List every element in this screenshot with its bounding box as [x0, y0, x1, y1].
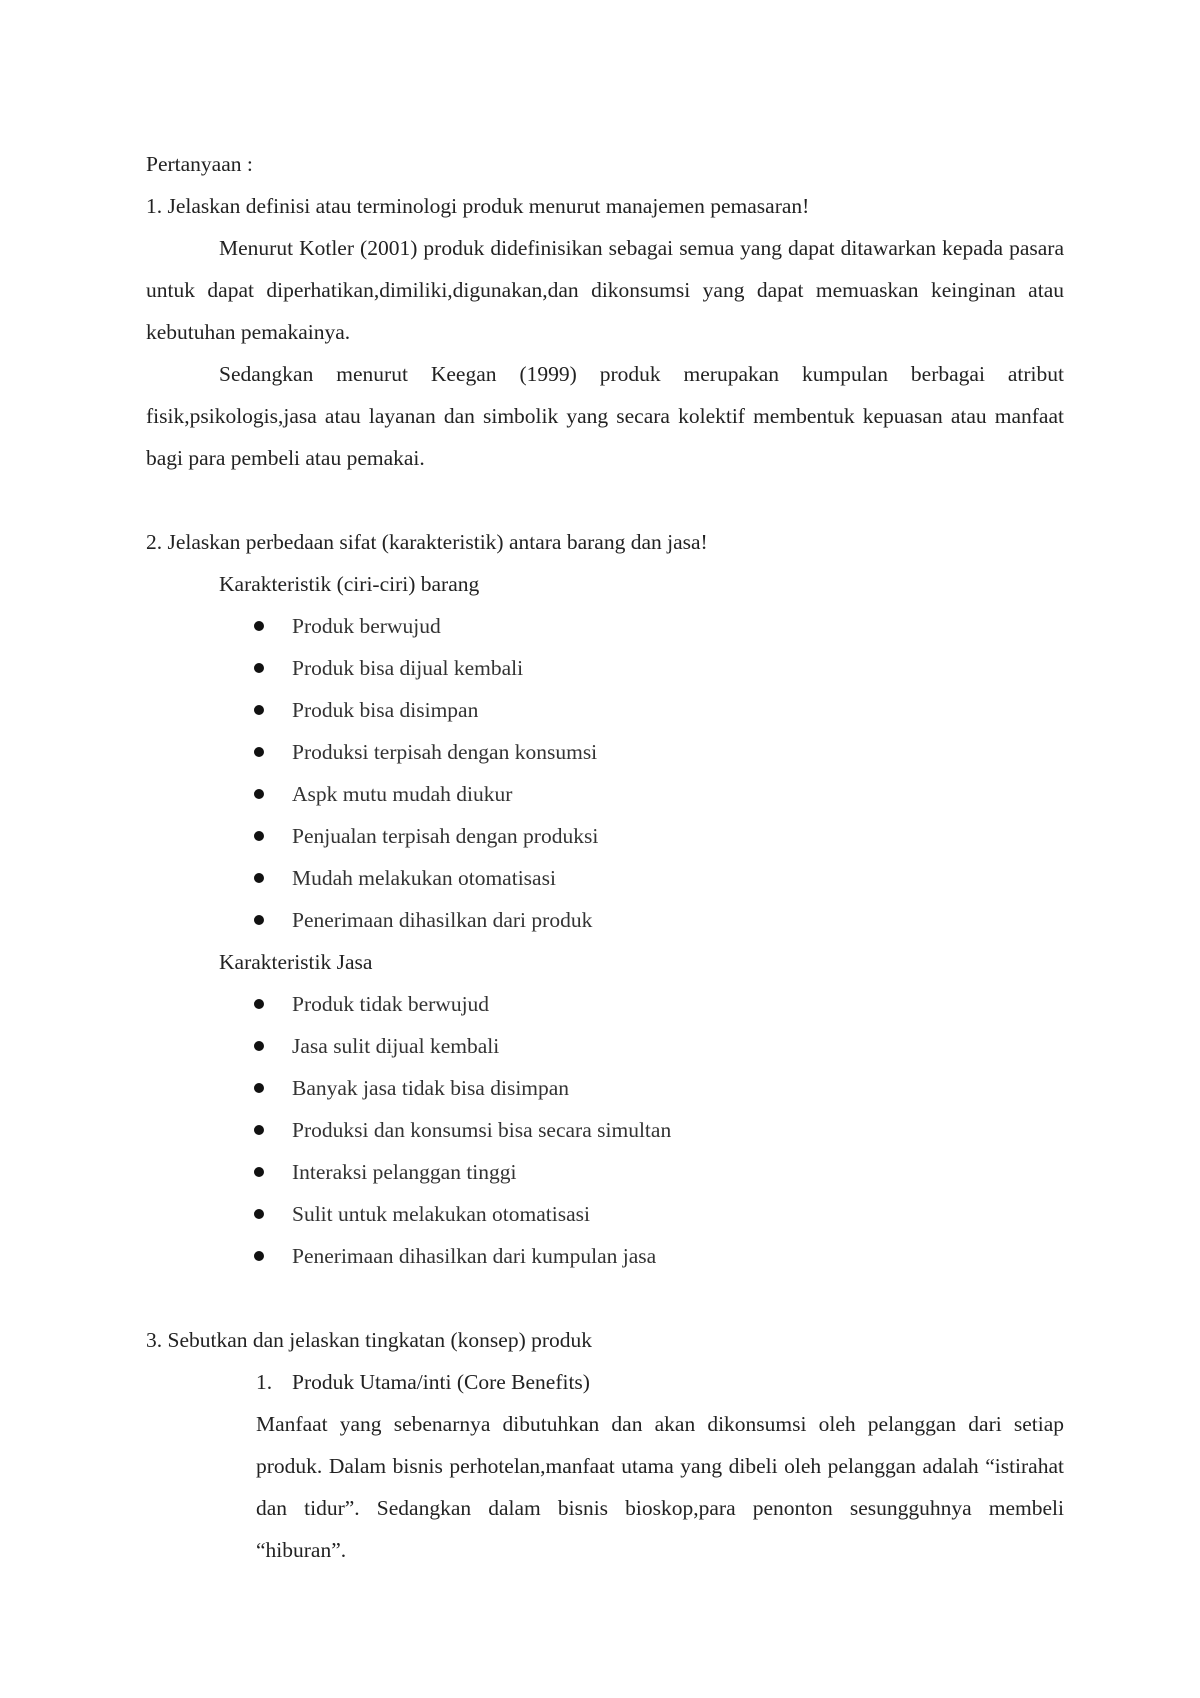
list-item: Produksi dan konsumsi bisa secara simultan: [292, 1109, 1064, 1151]
question-2: 2. Jelaskan perbedaan sifat (karakteristik) antara barang dan jasa!: [146, 530, 708, 554]
list-item: Mudah melakukan otomatisasi: [292, 857, 1064, 899]
list-item: Interaksi pelanggan tinggi: [292, 1151, 1064, 1193]
item-number: 1.: [256, 1370, 273, 1394]
jasa-list: [146, 983, 1064, 1277]
list-item: Produk berwujud: [292, 605, 1064, 647]
item-title: Produk Utama/inti (Core Benefits): [292, 1370, 590, 1394]
list-item: Aspk mutu mudah diukur: [292, 773, 1064, 815]
bullet-icon: [254, 1167, 264, 1177]
bullet-icon: [254, 1125, 264, 1135]
bullet-icon: [254, 663, 264, 673]
list-item: Produk bisa dijual kembali: [292, 647, 1064, 689]
spacer: [146, 479, 1064, 521]
question-3: 3. Sebutkan dan jelaskan tingkatan (konsep) produk: [146, 1328, 593, 1352]
spacer: [146, 1277, 1064, 1319]
bullet-icon: [254, 873, 264, 883]
list-item: Produk tidak berwujud: [292, 983, 1064, 1025]
bullet-icon: [254, 621, 264, 631]
list-item: Penerimaan dihasilkan dari kumpulan jasa: [292, 1235, 1064, 1277]
q1-paragraph-2: Sedangkan menurut Keegan (1999) produk merupakan kumpulan berbagai atribut fisik,psikologis,jasa atau layanan dan simbolik yang secara kolektif membentuk kepuasan atau manfaat bagi para pembeli atau pemakai.: [146, 362, 1064, 470]
list-item: Banyak jasa tidak bisa disimpan: [292, 1067, 1064, 1109]
bullet-icon: [254, 915, 264, 925]
jasa-title: Karakteristik Jasa: [219, 950, 373, 974]
question-1: 1. Jelaskan definisi atau terminologi produk menurut manajemen pemasaran!: [146, 194, 810, 218]
list-item: Penerimaan dihasilkan dari produk: [292, 899, 1064, 941]
bullet-icon: [254, 747, 264, 757]
barang-list: [146, 605, 1064, 941]
bullet-icon: [254, 1083, 264, 1093]
list-item: Jasa sulit dijual kembali: [292, 1025, 1064, 1067]
bullet-icon: [254, 1041, 264, 1051]
heading: Pertanyaan :: [146, 152, 253, 176]
bullet-icon: [254, 1251, 264, 1261]
bullet-icon: [254, 831, 264, 841]
bullet-icon: [254, 1209, 264, 1219]
q3-item-1-text: Manfaat yang sebenarnya dibutuhkan dan akan dikonsumsi oleh pelanggan dari setiap produk. Dalam bisnis perhotelan,manfaat utama yang dibeli oleh pelanggan adalah “istirahat dan tidur”. Sedangkan dalam bisnis bioskop,para penonton sesungguhnya membeli “hiburan”.: [256, 1412, 1064, 1562]
list-item: Penjualan terpisah dengan produksi: [292, 815, 1064, 857]
list-item: Sulit untuk melakukan otomatisasi: [292, 1193, 1064, 1235]
list-item: Produksi terpisah dengan konsumsi: [292, 731, 1064, 773]
q1-paragraph-1: Menurut Kotler (2001) produk didefinisikan sebagai semua yang dapat ditawarkan kepada pasara untuk dapat diperhatikan,dimiliki,digunakan,dan dikonsumsi yang dapat memuaskan keinginan atau kebutuhan pemakainya.: [146, 236, 1064, 344]
bullet-icon: [254, 789, 264, 799]
bullet-icon: [254, 999, 264, 1009]
q3-item-1-title: [146, 1361, 1064, 1403]
bullet-icon: [254, 705, 264, 715]
document-body: [146, 143, 1064, 1571]
list-item: Produk bisa disimpan: [292, 689, 1064, 731]
barang-title: Karakteristik (ciri-ciri) barang: [219, 572, 480, 596]
